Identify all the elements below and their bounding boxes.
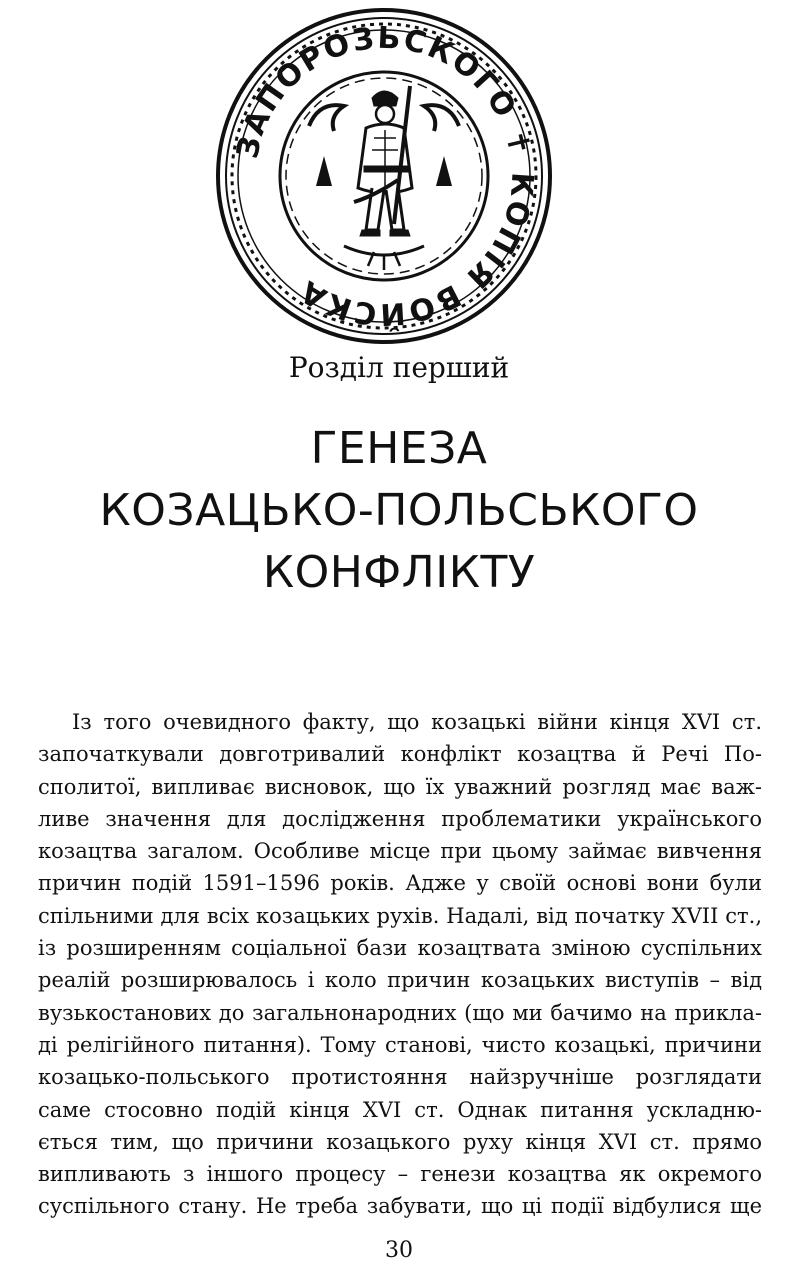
text-line: причин подій 1591–1596 років. Адже у своїй основі вони були <box>38 871 762 896</box>
chapter-title-line: КОЗАЦЬКО-ПОЛЬСЬКОГО <box>99 485 699 536</box>
text-line: реалій розширювалось і коло причин козацьких виступів – від <box>38 968 762 993</box>
text-line: козацтва загалом. Особливе місце при цьому займає вивчення <box>38 839 762 864</box>
chapter-title-line: КОНФЛІКТУ <box>262 547 536 598</box>
text-line: саме стосовно подій кінця XVI ст. Однак питання ускладню- <box>38 1097 762 1122</box>
cossack-seal-emblem <box>214 6 554 346</box>
chapter-title-line: ГЕНЕЗА <box>310 423 488 474</box>
text-line: Із того очевидного факту, що козацькі війни кінця XVI ст. <box>72 710 762 734</box>
chapter-title <box>0 418 798 604</box>
seal-legend-text: ЗАПОРОЗЬСКОГО ✝ КОПІЯ ВОЙСКА <box>230 20 540 332</box>
text-line: сполитої, випливає висновок, що їх уважний розгляд має важ- <box>38 774 762 799</box>
text-line: козацько-польського протистояння найзручніше розглядати <box>38 1065 762 1090</box>
text-line: ді релігійного питання). Тому станові, чисто козацькі, причини <box>38 1032 762 1057</box>
text-line: спільними для всіх козацьких рухів. Надалі, від початку XVII ст., <box>38 903 762 928</box>
text-line: випливають з іншого процесу – генези козацтва як окремого <box>38 1162 762 1187</box>
text-line: суспільного стану. Не треба забувати, що ці події відбулися ще <box>38 1194 762 1219</box>
text-line: вузькостанових до загальнонародних (що ми бачимо на прикла- <box>38 1000 762 1025</box>
chapter-label: Розділ перший <box>288 351 510 384</box>
text-line: із розширенням соціальної бази козацтвата зміною суспільних <box>38 936 762 961</box>
text-line: започаткували довготривалий конфлікт козацтва й Речі По- <box>38 742 762 767</box>
page-number: 30 <box>385 1238 413 1263</box>
text-line: ливе значення для дослідження проблематики українського <box>38 806 762 831</box>
seal-svg <box>214 6 554 346</box>
body-paragraph <box>38 706 762 1223</box>
text-line: ється тим, що причини козацького руху кінця XVI ст. прямо <box>38 1129 762 1154</box>
